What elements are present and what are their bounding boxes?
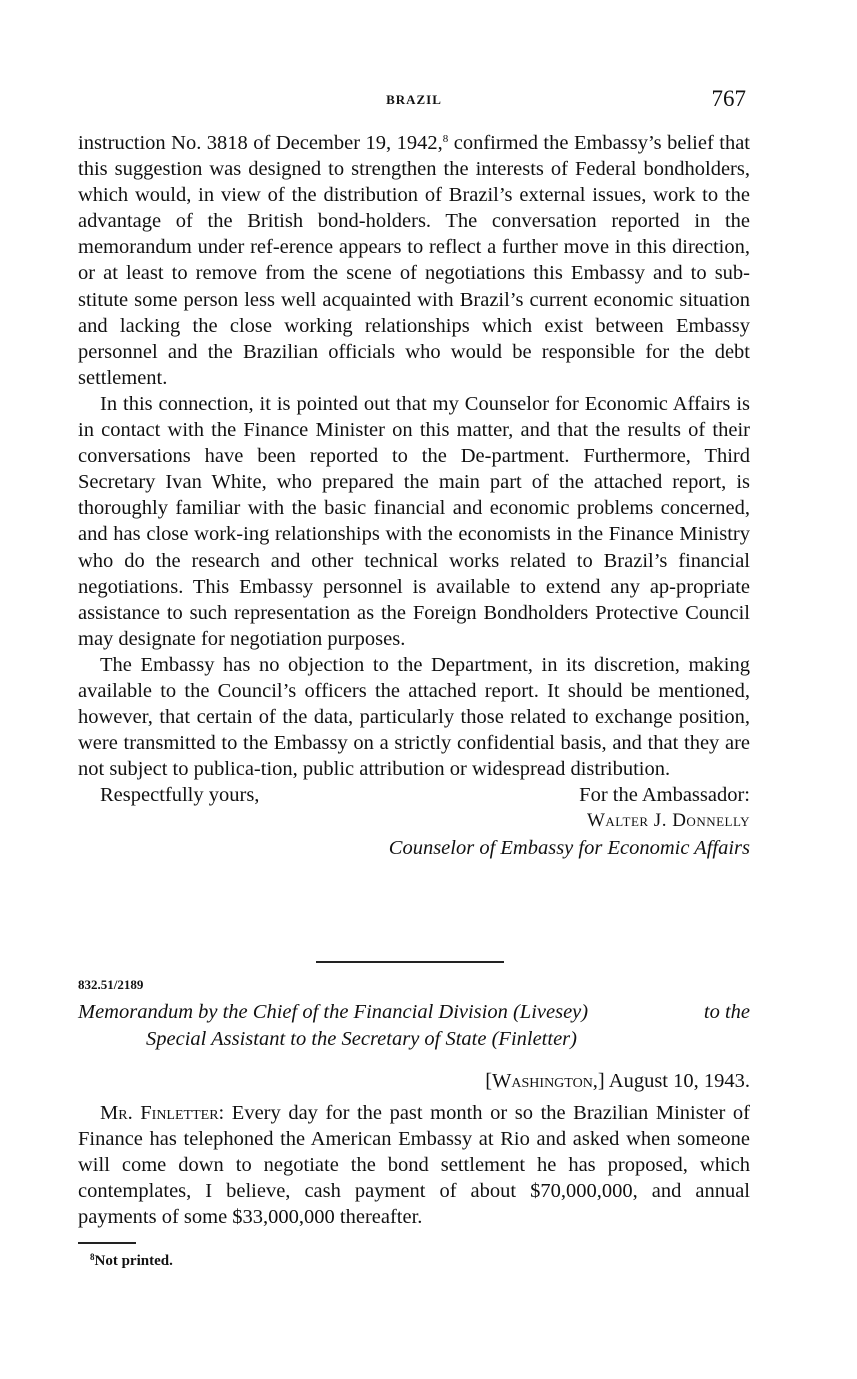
memo-heading-to: to the xyxy=(703,1001,750,1023)
letter-paragraph-3: The Embassy has no objection to the Department, in its discretion, making available to the Council’s officers the attached report. It should be mentioned, however, that certain of the data, particularly those related to exchange position, were transmitted to the Embassy on a strictly confidential basis, and that they are not subject to publica-tion, public attribution or widespread distribution. xyxy=(78,653,750,781)
memo-date: August 10, 1943. xyxy=(608,1070,750,1092)
running-head xyxy=(78,88,750,116)
footnote-mark: 8 xyxy=(90,1252,95,1262)
letter-body xyxy=(78,130,750,861)
memo-dateline xyxy=(485,1070,750,1093)
memo-salutation: Mr. Finletter: xyxy=(100,1102,225,1124)
memo-heading xyxy=(78,999,750,1053)
footnote xyxy=(90,1253,173,1270)
memo-paragraph-1 xyxy=(78,1100,750,1230)
memo-heading-line-2: Special Assistant to the Secretary of State (Finletter) xyxy=(146,1028,577,1050)
paragraph-1-start: instruction No. 3818 of December 19, 1942, xyxy=(78,132,443,154)
signature-preface: For the Ambassador: xyxy=(579,784,750,807)
signer-title: Counselor of Embassy for Economic Affairs xyxy=(388,836,750,859)
paragraph-1-rest: confirmed the Embassy’s belief that this suggestion was designed to strengthen the interests of Federal bondholders, which would, in view of the distribution of Brazil’s external issues, work to the advantage of the British bond-holders. The conversation reported in the memorandum under ref-erence appears to reflect a further move in this direction, or at least to remove from the scene of negotiations this Embassy and to sub-stitute some person less well acquainted with Brazil’s current economic situation and lacking the close working relationships which exist between Embassy personnel and the Brazilian officials who would be responsible for the debt settlement. xyxy=(78,132,750,389)
footnote-rule xyxy=(78,1242,136,1244)
file-number: 832.51/2189 xyxy=(78,977,144,992)
complimentary-close: Respectfully yours, xyxy=(100,784,260,807)
closing-row xyxy=(78,782,750,808)
letter-paragraph-2: In this connection, it is pointed out that my Counselor for Economic Affairs is in contact with the Finance Minister on this matter, and that the results of their conversations have been reported to the De-partment. Furthermore, Third Secretary Ivan White, who prepared the main part of the attached report, is thoroughly familiar with the basic financial and economic problems concerned, and has close work-ing relationships with the economists in the Finance Ministry who do the research and other technical works related to Brazil’s financial negotiations. This Embassy personnel is available to extend any ap-propriate assistance to such representation as the Foreign Bondholders Protective Council may designate for negotiation purposes. xyxy=(78,392,750,650)
letter-paragraph-1 xyxy=(78,130,750,391)
signer-name: Walter J. Donnelly xyxy=(586,810,750,832)
memo-body xyxy=(78,1100,750,1230)
footnote-text: Not printed. xyxy=(94,1253,173,1269)
running-title: BRAZIL xyxy=(386,92,442,107)
section-divider xyxy=(316,961,504,963)
footnote-reference: 8 xyxy=(442,133,449,145)
memo-date-place: [Washington,] xyxy=(485,1070,605,1092)
memo-paragraph-text: Every day for the past month or so the Brazilian Minister of Finance has telephoned the American Embassy at Rio and asked when someone will come down to negotiate the bond settlement he has proposed, which contemplates, I believe, cash payment of about $70,000,000, and annual payments of some $33,000,000 thereafter. xyxy=(78,1102,750,1229)
memo-heading-line-1 xyxy=(78,999,750,1026)
page-number: 767 xyxy=(711,86,746,111)
memo-heading-title: Memorandum by the Chief of the Financial Division (Livesey) xyxy=(78,1001,589,1023)
